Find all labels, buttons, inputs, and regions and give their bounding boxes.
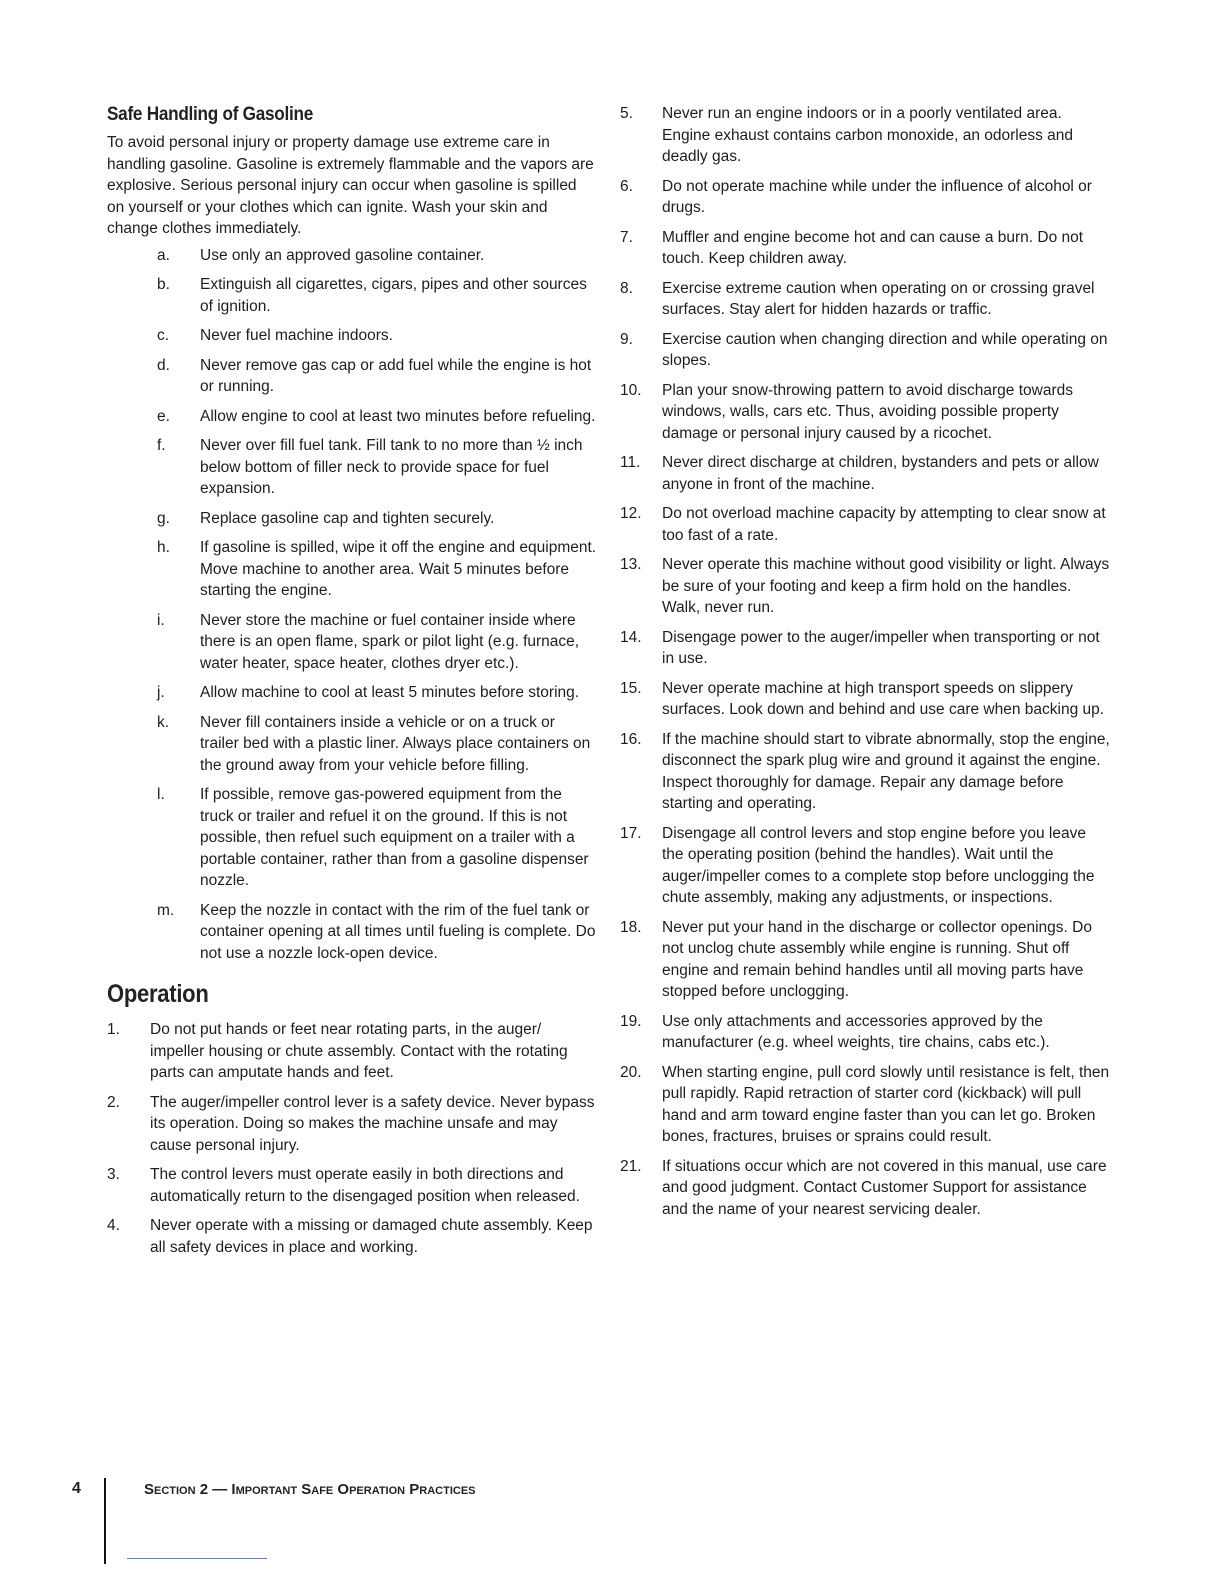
list-marker: i. — [157, 611, 165, 629]
list-item-text: Never fuel machine indoors. — [200, 327, 393, 344]
list-marker: b. — [157, 276, 170, 293]
list-item — [620, 380, 1110, 445]
list-marker: 18. — [620, 918, 642, 936]
list-marker: 15. — [620, 679, 642, 697]
list-item — [107, 508, 597, 530]
list-item — [620, 823, 1110, 909]
footer-section-title: Section 2 — Important Safe Operation Practices — [144, 1481, 476, 1498]
list-item — [620, 1062, 1110, 1148]
list-item — [620, 176, 1110, 219]
footer-divider — [104, 1478, 106, 1564]
list-item-text: The auger/impeller control lever is a safety device. Never bypass its operation. Doing so makes the machine unsafe and may cause personal injury. — [150, 1093, 595, 1154]
list-item — [107, 355, 597, 398]
operation-heading: Operation — [107, 980, 209, 1008]
list-item-text: Muffler and engine become hot and can cause a burn. Do not touch. Keep children away. — [662, 228, 1084, 267]
list-item-text: When starting engine, pull cord slowly until resistance is felt, then pull rapidly. Rapid retraction of starter cord (kickback) will pull hand and arm toward engine faster than you can let go. Broken bones, fractures, bruises or sprains could result. — [662, 1063, 1110, 1145]
list-item-text: Never operate machine at high transport speeds on slippery surfaces. Look down and behind and use care when backing up. — [662, 679, 1105, 718]
list-marker: 16. — [620, 730, 642, 748]
list-item-text: Never run an engine indoors or in a poorly ventilated area. Engine exhaust contains carbon monoxide, an odorless and deadly gas. — [662, 105, 1074, 165]
list-marker: f. — [157, 437, 166, 454]
list-item — [620, 278, 1110, 321]
list-marker: c. — [157, 327, 170, 344]
list-item — [107, 1092, 597, 1157]
list-item-text: Do not overload machine capacity by attempting to clear snow at too fast of a rate. — [662, 505, 1106, 544]
right-column — [620, 103, 1110, 1228]
link-underline — [127, 1558, 267, 1559]
list-item — [107, 784, 597, 892]
list-marker: 7. — [620, 228, 633, 246]
list-marker: 1. — [107, 1021, 120, 1038]
list-marker: j. — [157, 684, 165, 701]
list-item-text: Never operate with a missing or damaged chute assembly. Keep all safety devices in place and working. — [150, 1217, 593, 1256]
list-item-text: Use only an approved gasoline container. — [200, 246, 485, 264]
list-item-text: Replace gasoline cap and tighten securely. — [200, 509, 495, 527]
list-marker: 14. — [620, 628, 642, 646]
list-item — [107, 435, 597, 500]
operation-list-right — [620, 103, 1110, 1220]
list-item — [107, 682, 597, 704]
list-marker: 2. — [107, 1093, 120, 1111]
list-item-text: Disengage power to the auger/impeller when transporting or not in use. — [662, 628, 1100, 667]
list-item — [107, 900, 597, 965]
list-item — [620, 1156, 1110, 1221]
list-item — [107, 406, 597, 428]
subheading-gasoline: Safe Handling of Gasoline — [107, 103, 314, 125]
list-item — [620, 729, 1110, 815]
operation-list-left — [107, 1019, 597, 1258]
list-item — [620, 329, 1110, 372]
list-marker: k. — [157, 713, 170, 731]
list-item — [107, 325, 597, 347]
list-item-text: Never remove gas cap or add fuel while the engine is hot or running. — [200, 356, 592, 395]
list-item-text: Never fill containers inside a vehicle or on a truck or trailer bed with a plastic liner. Always place containers on the ground away from your vehicle before filling. — [200, 713, 591, 774]
list-item — [107, 537, 597, 602]
list-marker: 20. — [620, 1063, 642, 1081]
list-item-text: The control levers must operate easily in both directions and automatically return to the disengaged position when released. — [150, 1166, 580, 1205]
list-item-text: Do not put hands or feet near rotating parts, in the auger/ impeller housing or chute assembly. Contact with the rotating parts can amputate hands and feet. — [150, 1021, 568, 1081]
list-item — [620, 103, 1110, 168]
list-item — [107, 245, 597, 267]
list-marker: 6. — [620, 177, 633, 195]
list-item-text: If gasoline is spilled, wipe it off the engine and equipment. Move machine to another area. Wait 5 minutes before starting the engine. — [200, 539, 597, 599]
list-item — [107, 274, 597, 317]
list-item — [620, 678, 1110, 721]
list-item-text: Never put your hand in the discharge or collector openings. Do not unclog chute assembly while engine is running. Shut off engine and remain behind handles until all moving parts have stopped before unclogging. — [662, 918, 1092, 1000]
list-item — [620, 627, 1110, 670]
list-item-text: Extinguish all cigarettes, cigars, pipes and other sources of ignition. — [200, 276, 587, 315]
list-item-text: Plan your snow-throwing pattern to avoid discharge towards windows, walls, cars etc. Thus, avoiding possible property damage or personal injury caused by a ricochet. — [662, 381, 1073, 442]
list-marker: 3. — [107, 1166, 120, 1183]
list-item-text: If possible, remove gas-powered equipment from the truck or trailer and refuel it on the ground. If this is not possible, then refuel such equipment on a trailer with a portable container, rather than from a gasoline dispenser nozzle. — [200, 786, 589, 889]
list-item-text: Allow machine to cool at least 5 minutes before storing. — [200, 684, 580, 701]
list-marker: 11. — [620, 454, 641, 471]
list-item-text: Use only attachments and accessories approved by the manufacturer (e.g. wheel weights, tire chains, cabs etc.). — [662, 1012, 1050, 1051]
gasoline-intro: To avoid personal injury or property damage use extreme care in handling gasoline. Gasoline is extremely flammable and the vapors are explosive. Serious personal injury can occur when gasoline is spilled on yourself or your clothes which can ignite. Wash your skin and change clothes immediately. — [107, 134, 594, 237]
list-marker: 8. — [620, 279, 633, 297]
list-marker: 4. — [107, 1217, 120, 1234]
list-item — [107, 610, 597, 675]
list-item-text: Never operate this machine without good visibility or light. Always be sure of your footing and keep a firm hold on the handles. Walk, never run. — [662, 556, 1110, 616]
list-marker: 9. — [620, 330, 633, 348]
list-marker: 13. — [620, 556, 642, 573]
list-marker: h. — [157, 539, 170, 556]
list-marker: d. — [157, 356, 170, 374]
gasoline-list — [107, 245, 597, 965]
list-item-text: Never over fill fuel tank. Fill tank to no more than ½ inch below bottom of filler neck to provide space for fuel expansion. — [200, 437, 583, 497]
list-item-text: Exercise extreme caution when operating on or crossing gravel surfaces. Stay alert for hidden hazards or traffic. — [662, 279, 1095, 318]
list-item — [620, 1011, 1110, 1054]
list-item — [107, 1215, 597, 1258]
list-item — [620, 503, 1110, 546]
list-marker: 19. — [620, 1012, 642, 1030]
list-marker: e. — [157, 407, 170, 425]
list-marker: 17. — [620, 824, 642, 842]
list-item — [620, 917, 1110, 1003]
list-item-text: If situations occur which are not covered in this manual, use care and good judgment. Contact Customer Support for assistance and the name of your nearest servicing dealer. — [662, 1157, 1107, 1218]
list-item-text: Keep the nozzle in contact with the rim of the fuel tank or container opening at all times until fueling is complete. Do not use a nozzle lock-open device. — [200, 901, 596, 962]
list-marker: 5. — [620, 105, 633, 122]
list-marker: a. — [157, 246, 170, 264]
list-item — [620, 227, 1110, 270]
list-marker: 10. — [620, 381, 642, 399]
page-number: 4 — [72, 1480, 81, 1497]
list-item-text: Never direct discharge at children, bystanders and pets or allow anyone in front of the machine. — [662, 454, 1099, 493]
list-item — [620, 452, 1110, 495]
list-item — [107, 712, 597, 777]
list-item-text: Exercise caution when changing direction and while operating on slopes. — [662, 330, 1108, 369]
list-item-text: Disengage all control levers and stop engine before you leave the operating position (behind the handles). Wait until the auger/impeller comes to a complete stop before unclogging the chute assembly, making any adjustments, or inspections. — [662, 824, 1095, 906]
list-item — [620, 554, 1110, 619]
left-column — [107, 103, 597, 1266]
list-marker: m. — [157, 901, 175, 919]
list-marker: 21. — [620, 1157, 642, 1175]
list-marker: g. — [157, 509, 170, 527]
list-item-text: Do not operate machine while under the influence of alcohol or drugs. — [662, 177, 1092, 216]
list-item-text: If the machine should start to vibrate abnormally, stop the engine, disconnect the spark plug wire and ground it against the engine. Inspect thoroughly for damage. Repair any damage before starting and operating. — [662, 730, 1110, 812]
list-item-text: Never store the machine or fuel container inside where there is an open flame, spark or pilot light (e.g. furnace, water heater, space heater, clothes dryer etc.). — [200, 611, 580, 672]
list-item — [107, 1019, 597, 1084]
list-item — [107, 1164, 597, 1207]
list-item-text: Allow engine to cool at least two minutes before refueling. — [200, 407, 596, 425]
list-marker: l. — [157, 786, 165, 803]
list-marker: 12. — [620, 505, 642, 522]
